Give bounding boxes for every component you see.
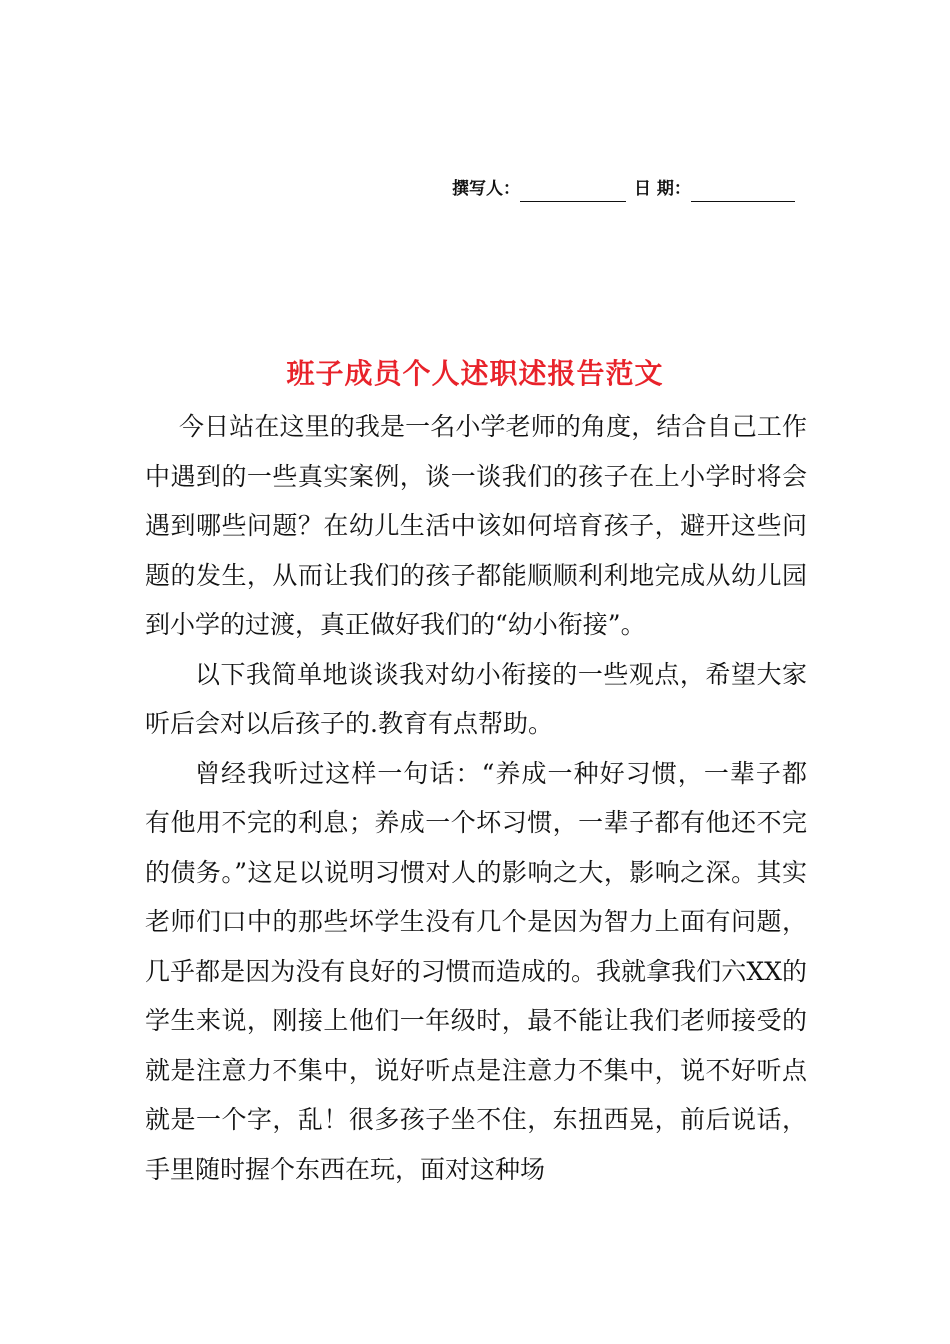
date-label: 日 期：	[634, 179, 691, 199]
paragraph-2: 以下我简单地谈谈我对幼小衔接的一些观点，希望大家听后会对以后孩子的.教育有点帮助。	[145, 659, 807, 738]
document-title: 班子成员个人述职述报告范文	[286, 357, 664, 390]
author-date-line	[452, 176, 812, 202]
paragraph-3: 曾经我听过这样一句话：“养成一种好习惯，一辈子都有他用不完的利息；养成一个坏习惯，一辈子都有他还不完的债务。”这足以说明习惯对人的影响之大，影响之深。其实老师们口中的那些坏学生没有几个是因为智力上面有问题，几乎都是因为没有良好的习惯而造成的。我就拿我们六XX的学生来说，刚接上他们一年级时，最不能让我们老师接受的就是注意力不集中，说好听点是注意力不集中，说不好听点就是一个字，乱！很多孩子坐不住，东扭西晃，前后说话，手里随时握个东西在玩，面对这种场	[145, 758, 807, 1184]
author-blank-field	[520, 181, 626, 202]
paragraph-1: 今日站在这里的我是一名小学老师的角度，结合自己工作中遇到的一些真实案例，谈一谈我们的孩子在上小学时将会遇到哪些问题？在幼儿生活中该如何培育孩子，避开这些问题的发生，从而让我们的孩子都能顺顺利利地完成从幼儿园到小学的过渡，真正做好我们的“幼小衔接”。	[145, 412, 807, 639]
document-body	[145, 402, 807, 1194]
date-blank-field	[691, 181, 795, 202]
author-label: 撰写人：	[452, 179, 520, 199]
